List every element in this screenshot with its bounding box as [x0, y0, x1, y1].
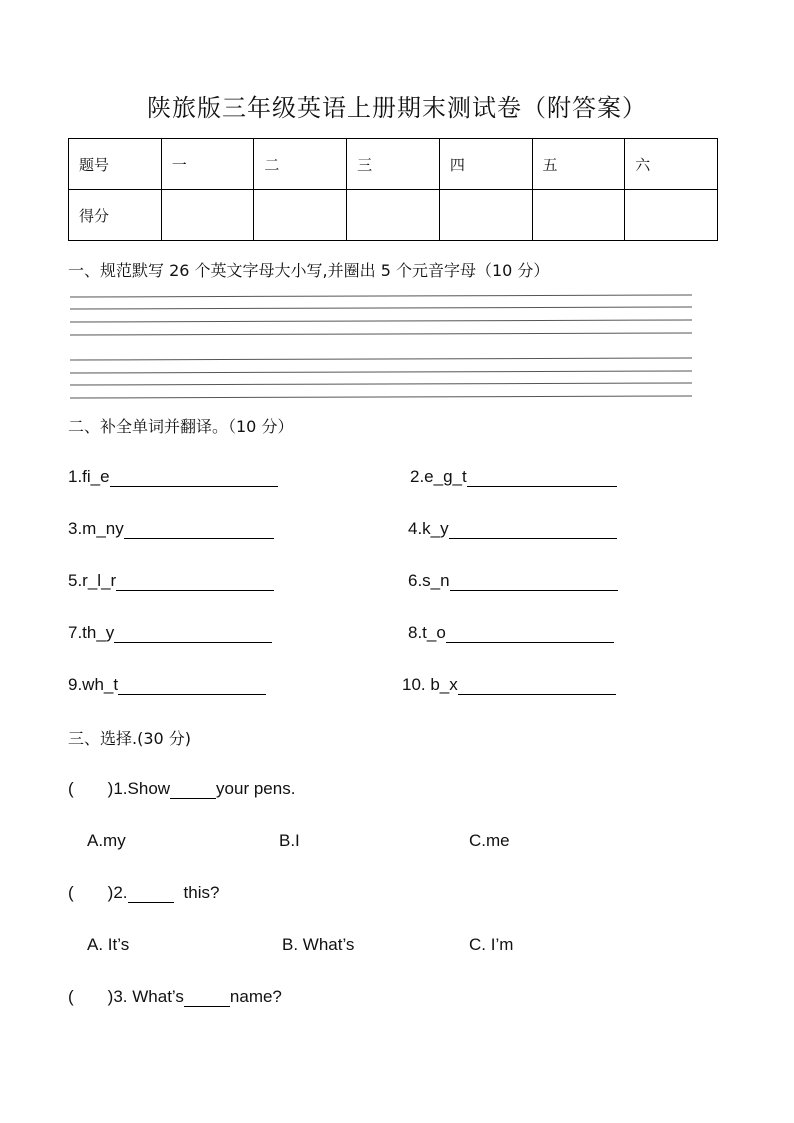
score-cell[interactable]: [161, 190, 254, 241]
question-2: [68, 883, 219, 903]
answer-paren-open: (: [68, 883, 74, 902]
answer-blank[interactable]: [450, 572, 618, 591]
section2-heading: 二、补全单词并翻译。（10 分）: [68, 417, 294, 436]
word-fragment: 9.wh_t: [68, 675, 119, 694]
question-blank[interactable]: [170, 780, 216, 799]
answer-blank[interactable]: [118, 676, 266, 695]
score-table: [68, 138, 718, 241]
word-fragment: 1.fi_e: [68, 467, 110, 486]
question-1: [68, 779, 295, 799]
answer-paren-close: ): [107, 883, 114, 902]
answer-blank[interactable]: [449, 520, 617, 539]
answer-paren-open: (: [68, 987, 74, 1006]
question-blank[interactable]: [184, 988, 230, 1007]
header-cell: 题号: [69, 139, 162, 190]
score-cell[interactable]: [532, 190, 625, 241]
answer-blank[interactable]: [467, 468, 617, 487]
answer-blank[interactable]: [110, 468, 278, 487]
page-title: 陕旅版三年级英语上册期末测试卷（附答案）: [147, 94, 647, 122]
question-text-before: 2.: [113, 883, 128, 902]
question-blank[interactable]: [128, 884, 174, 903]
score-cell[interactable]: [254, 190, 347, 241]
score-cell[interactable]: [347, 190, 440, 241]
word-fragment: 4.k_y: [408, 519, 449, 538]
answer-blank[interactable]: [446, 624, 614, 643]
score-table-score-row: [69, 190, 718, 241]
section3-heading: 三、选择.(30 分): [68, 729, 192, 748]
answer-paren-close: ): [107, 779, 114, 798]
score-row-label: 得分: [69, 190, 162, 241]
option-a[interactable]: A.my: [87, 831, 126, 850]
score-cell[interactable]: [625, 190, 718, 241]
header-cell: 三: [347, 139, 440, 190]
header-cell: 五: [532, 139, 625, 190]
question-text-after: this?: [183, 883, 220, 902]
question-text-after: your pens.: [216, 779, 296, 798]
answer-blank[interactable]: [116, 572, 274, 591]
answer-paren-close: ): [107, 987, 114, 1006]
word-fragment: 10. b_x: [402, 675, 458, 694]
word-fragment: 5.r_l_r: [68, 571, 117, 590]
fill-item-10: [402, 675, 616, 695]
score-table-header-row: [69, 139, 718, 190]
header-cell: 一: [161, 139, 254, 190]
question-text-before: 1.Show: [113, 779, 171, 798]
score-cell[interactable]: [439, 190, 532, 241]
header-cell: 六: [625, 139, 718, 190]
word-fragment: 2.e_g_t: [410, 467, 467, 486]
option-a[interactable]: A. It’s: [87, 935, 130, 954]
section1-heading: 一、规范默写 26 个英文字母大小写,并圈出 5 个元音字母（10 分）: [68, 261, 550, 280]
answer-paren-open: (: [68, 779, 74, 798]
fill-item-1: [68, 467, 278, 487]
option-b[interactable]: B. What’s: [282, 935, 355, 954]
fill-item-6: [408, 571, 618, 591]
answer-blank[interactable]: [124, 520, 274, 539]
answer-blank[interactable]: [458, 676, 616, 695]
fill-item-7: [68, 623, 272, 643]
question-3: [68, 987, 282, 1007]
header-cell: 二: [254, 139, 347, 190]
word-fragment: 3.m_ny: [68, 519, 124, 538]
question-text-after: name?: [229, 987, 282, 1006]
word-fragment: 6.s_n: [408, 571, 450, 590]
fill-item-8: [408, 623, 614, 643]
fill-item-9: [68, 675, 266, 695]
word-fragment: 7.th_y: [68, 623, 115, 642]
fill-item-3: [68, 519, 274, 539]
option-c[interactable]: C.me: [469, 831, 510, 850]
header-cell: 四: [439, 139, 532, 190]
answer-blank[interactable]: [114, 624, 272, 643]
option-c[interactable]: C. I’m: [469, 935, 514, 954]
option-b[interactable]: B.I: [279, 831, 300, 850]
fill-item-5: [68, 571, 274, 591]
fill-item-4: [408, 519, 617, 539]
question-text-before: 3. What’s: [113, 987, 184, 1006]
word-fragment: 8.t_o: [408, 623, 446, 642]
fill-item-2: [410, 467, 617, 487]
